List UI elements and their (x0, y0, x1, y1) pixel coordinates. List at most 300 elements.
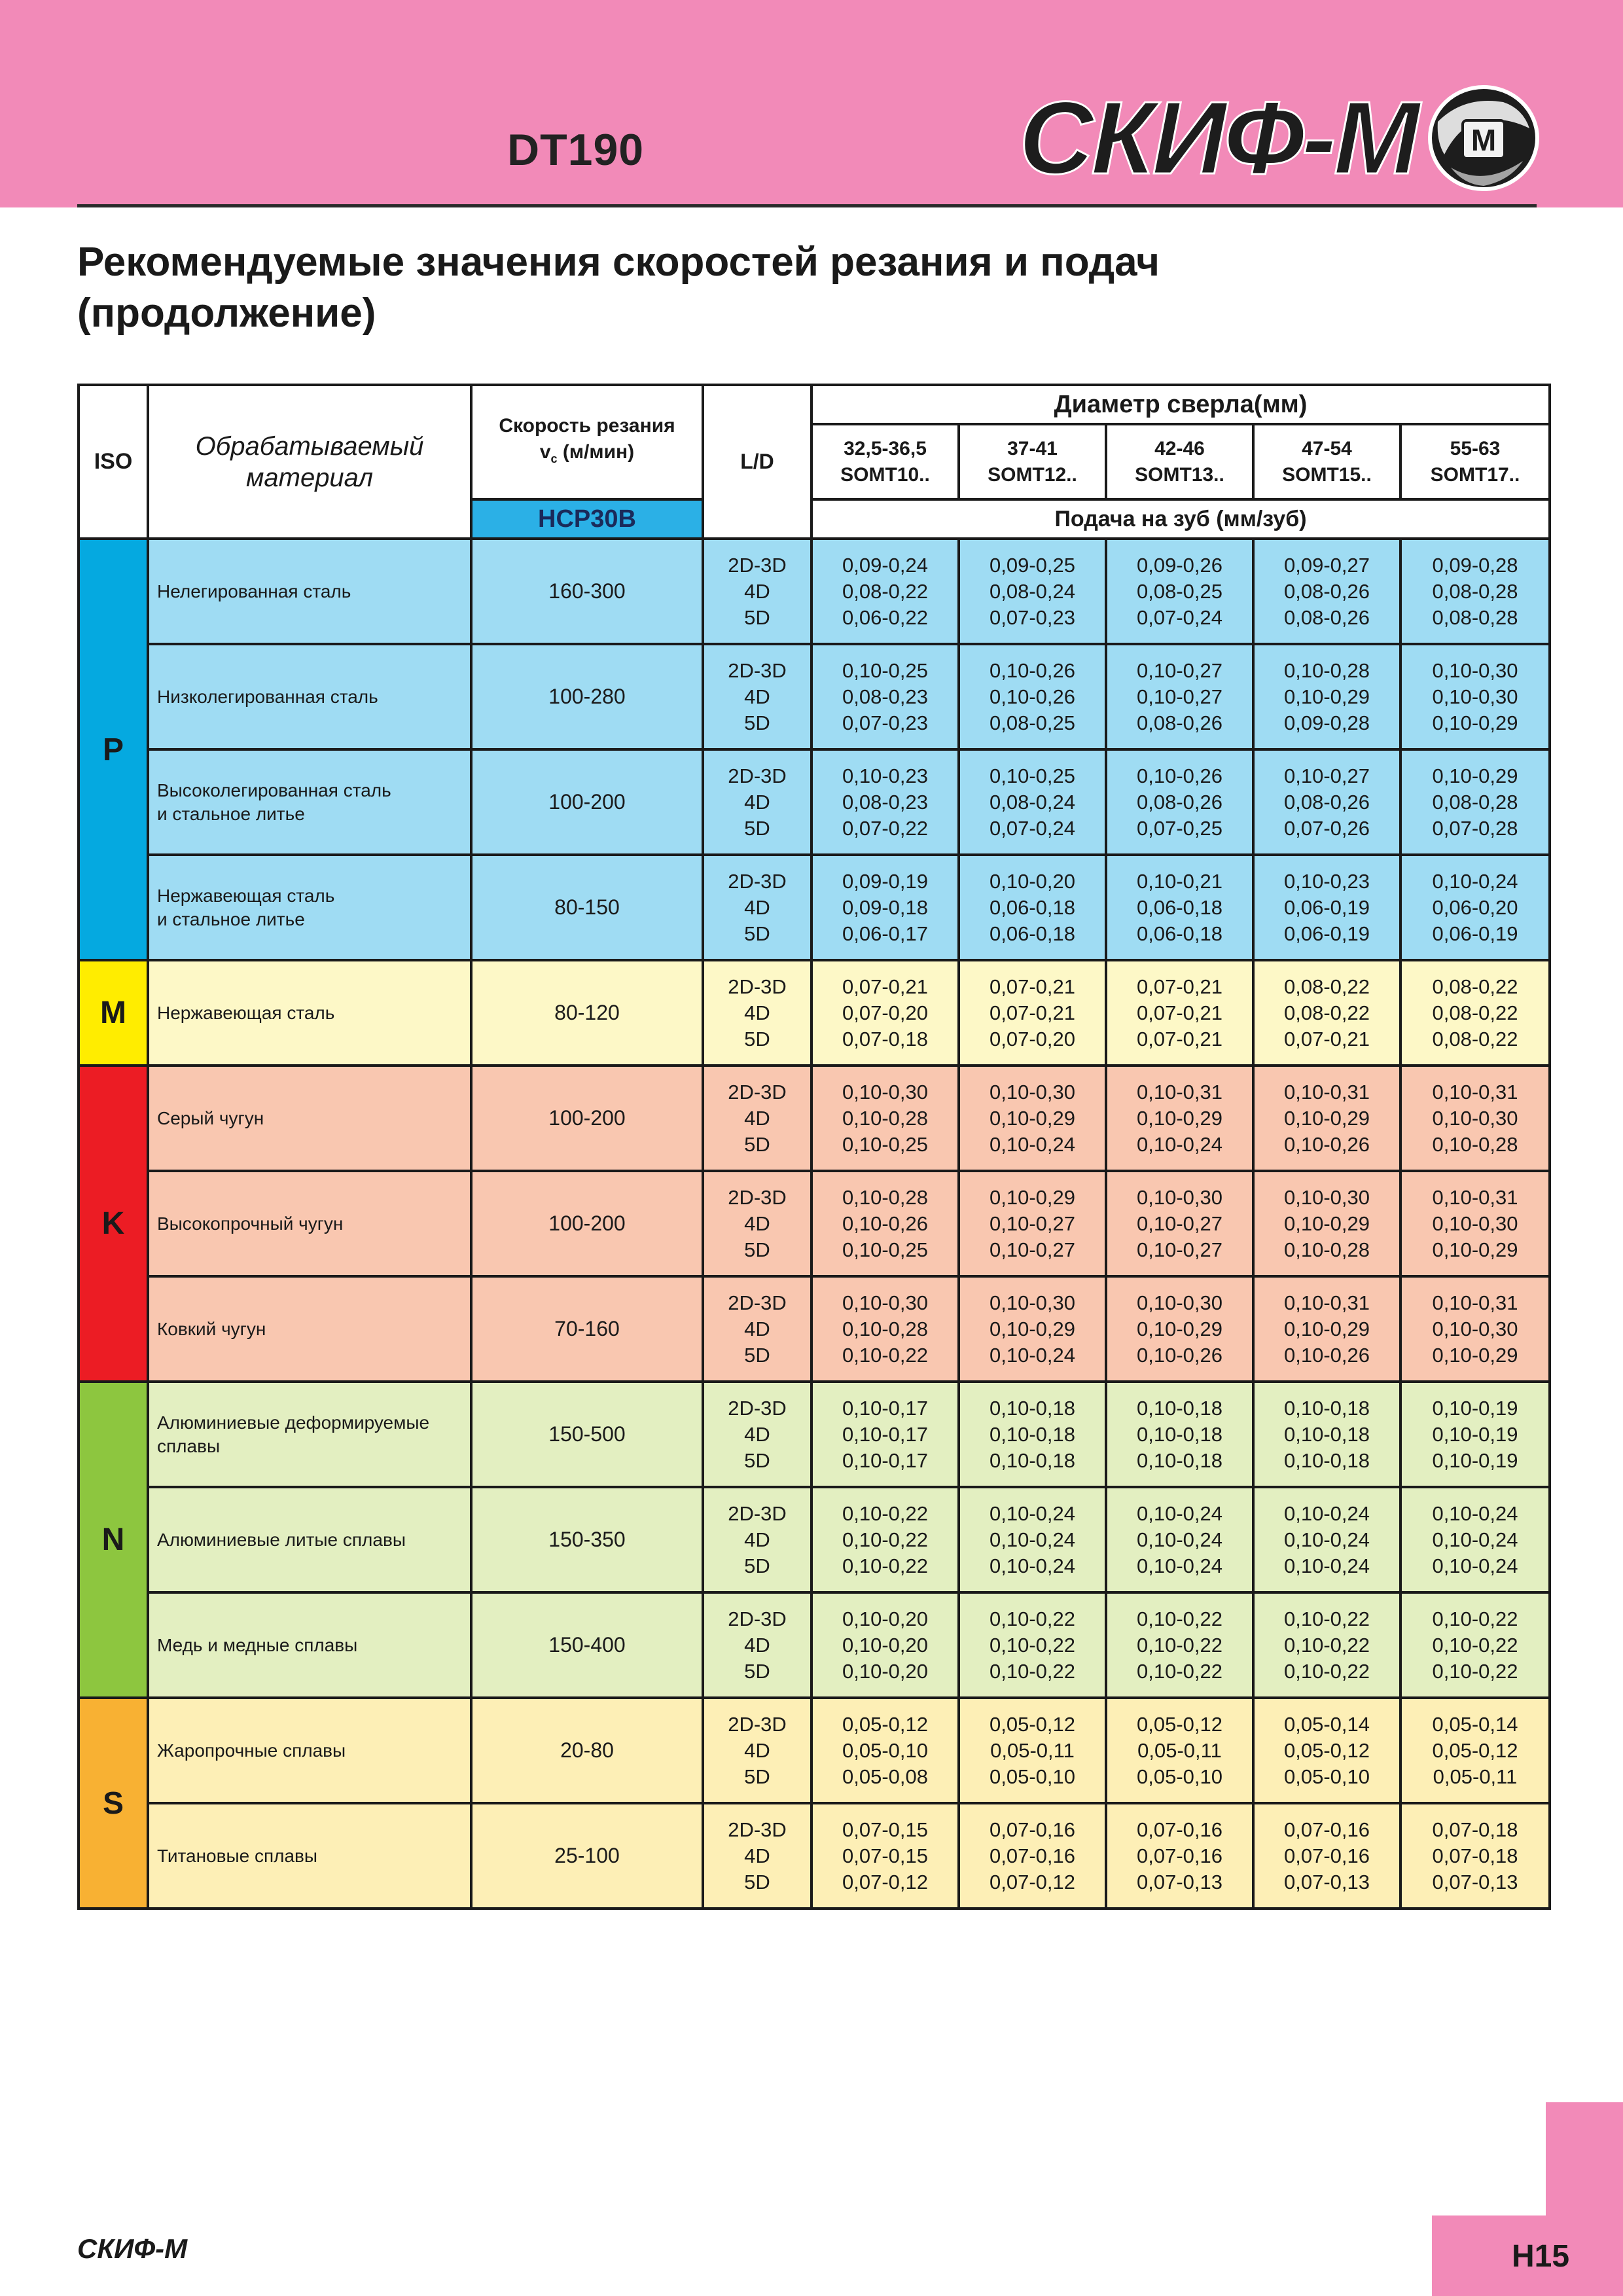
feed-value: 0,06-0,22 (842, 605, 928, 629)
feed-value: 0,10-0,22 (990, 1633, 1075, 1657)
feed-cell (812, 855, 959, 960)
ld-cell (703, 1698, 812, 1803)
feed-value: 0,07-0,20 (842, 1001, 928, 1024)
table-row (79, 855, 1550, 960)
ld-value: 2D-3D (728, 658, 787, 682)
feed-value: 0,08-0,22 (842, 579, 928, 603)
feed-value: 0,07-0,13 (1137, 1870, 1222, 1893)
material-label: Медь и медные сплавы (157, 1634, 358, 1655)
feed-cell (959, 1276, 1106, 1382)
feed-cell (1400, 1487, 1550, 1592)
feed-value: 0,05-0,14 (1284, 1712, 1370, 1736)
feed-value: 0,07-0,12 (842, 1870, 928, 1893)
feed-value: 0,10-0,25 (842, 1132, 928, 1156)
feed-value: 0,10-0,28 (1284, 658, 1370, 682)
feed-value: 0,10-0,18 (1284, 1396, 1370, 1420)
iso-group-n: N (79, 1382, 148, 1698)
feed-cell (1106, 1803, 1253, 1909)
feed-value: 0,06-0,19 (1284, 922, 1370, 945)
feed-value: 0,08-0,22 (1284, 1001, 1370, 1024)
ld-cell (703, 644, 812, 749)
material-cell (148, 1276, 471, 1382)
feed-cell (959, 1803, 1106, 1909)
feed-value: 0,10-0,31 (1432, 1291, 1518, 1314)
feed-value: 0,08-0,28 (1432, 790, 1518, 814)
feed-value: 0,10-0,24 (1432, 1528, 1518, 1551)
speed-cell: 100-200 (471, 1171, 703, 1276)
ld-value: 2D-3D (728, 975, 787, 998)
insert-code: SOMT15.. (1282, 463, 1372, 486)
cutting-data-table (77, 384, 1551, 1910)
speed-cell: 150-400 (471, 1592, 703, 1698)
feed-value: 0,10-0,25 (842, 658, 928, 682)
feed-value: 0,10-0,29 (990, 1317, 1075, 1340)
feed-value: 0,07-0,13 (1284, 1870, 1370, 1893)
feed-value: 0,07-0,15 (842, 1818, 928, 1841)
material-label: и стальное литье (157, 908, 305, 929)
ld-value: 5D (744, 605, 770, 629)
ld-cell (703, 1382, 812, 1487)
material-cell (148, 749, 471, 855)
ld-value: 4D (744, 1317, 770, 1340)
feed-cell (959, 1592, 1106, 1698)
speed-cell: 100-200 (471, 1066, 703, 1171)
feed-value: 0,10-0,30 (1432, 1211, 1518, 1235)
feed-value: 0,10-0,24 (1137, 1554, 1222, 1577)
ld-value: 2D-3D (728, 1080, 787, 1103)
feed-cell (812, 1803, 959, 1909)
feed-value: 0,06-0,20 (1432, 895, 1518, 919)
feed-value: 0,10-0,29 (1137, 1317, 1222, 1340)
feed-value: 0,05-0,10 (990, 1765, 1075, 1788)
feed-cell (1253, 1276, 1400, 1382)
feed-value: 0,07-0,21 (990, 1001, 1075, 1024)
feed-value: 0,10-0,22 (1137, 1633, 1222, 1657)
insert-code: SOMT17.. (1430, 463, 1520, 486)
feed-value: 0,05-0,10 (1284, 1765, 1370, 1788)
page-number: H15 (1512, 2239, 1570, 2274)
logo-badge-icon (1425, 82, 1543, 194)
table-row (79, 1487, 1550, 1592)
feed-cell (1106, 644, 1253, 749)
ld-value: 2D-3D (728, 1291, 787, 1314)
feed-cell (812, 960, 959, 1066)
feed-cell (1106, 1487, 1253, 1592)
feed-cell (1253, 960, 1400, 1066)
material-label: Жаропрочные сплавы (157, 1740, 346, 1761)
feed-value: 0,08-0,26 (1284, 579, 1370, 603)
ld-cell (703, 749, 812, 855)
feed-value: 0,09-0,19 (842, 869, 928, 893)
feed-value: 0,07-0,16 (1284, 1844, 1370, 1867)
speed-cell: 100-200 (471, 749, 703, 855)
feed-cell (959, 1487, 1106, 1592)
feed-value: 0,08-0,24 (990, 790, 1075, 814)
feed-value: 0,10-0,27 (1137, 1211, 1222, 1235)
material-label: Низколегированная сталь (157, 686, 378, 707)
feed-value: 0,10-0,19 (1432, 1396, 1518, 1420)
feed-value: 0,07-0,18 (842, 1027, 928, 1050)
ld-cell (703, 539, 812, 644)
ld-value: 4D (744, 1738, 770, 1762)
iso-group-m: M (79, 960, 148, 1066)
feed-value: 0,10-0,22 (1284, 1633, 1370, 1657)
feed-cell (959, 1066, 1106, 1171)
feed-value: 0,07-0,16 (1137, 1844, 1222, 1867)
feed-value: 0,05-0,12 (842, 1712, 928, 1736)
feed-value: 0,07-0,28 (1432, 816, 1518, 840)
ld-value: 2D-3D (728, 1501, 787, 1525)
feed-value: 0,05-0,08 (842, 1765, 928, 1788)
material-label: Нержавеющая сталь (157, 1002, 335, 1023)
feed-cell (812, 1382, 959, 1487)
ld-value: 5D (744, 1238, 770, 1261)
feed-value: 0,10-0,31 (1137, 1080, 1222, 1103)
feed-value: 0,10-0,22 (842, 1554, 928, 1577)
material-label: и стальное литье (157, 803, 305, 824)
material-label: Нержавеющая сталь (157, 885, 335, 906)
feed-value: 0,07-0,21 (1284, 1027, 1370, 1050)
diameter-col-header (1253, 424, 1400, 499)
iso-group-p: P (79, 539, 148, 960)
model-name: DT190 (507, 125, 645, 175)
feed-value: 0,10-0,28 (842, 1185, 928, 1209)
feed-value: 0,10-0,18 (1284, 1422, 1370, 1446)
material-label: Титановые сплавы (157, 1845, 318, 1866)
feed-cell (1253, 1487, 1400, 1592)
ld-value: 2D-3D (728, 1818, 787, 1841)
feed-value: 0,07-0,15 (842, 1844, 928, 1867)
material-cell (148, 539, 471, 644)
feed-value: 0,10-0,27 (1137, 658, 1222, 682)
ld-value: 2D-3D (728, 1607, 787, 1630)
feed-cell (1106, 960, 1253, 1066)
col-iso-header: ISO (79, 385, 148, 539)
diameter-col-header (959, 424, 1106, 499)
table-row (79, 1803, 1550, 1909)
table-row (79, 644, 1550, 749)
ld-cell (703, 855, 812, 960)
title-line-1: Рекомендуемые значения скоростей резания и подач (77, 240, 1160, 285)
feed-value: 0,10-0,29 (1432, 764, 1518, 787)
insert-code: SOMT12.. (988, 463, 1077, 486)
feed-value: 0,10-0,26 (842, 1211, 928, 1235)
feed-value: 0,09-0,28 (1432, 553, 1518, 577)
feed-value: 0,10-0,17 (842, 1422, 928, 1446)
speed-cell: 20-80 (471, 1698, 703, 1803)
feed-value: 0,10-0,29 (990, 1185, 1075, 1209)
feed-cell (1400, 1276, 1550, 1382)
feed-value: 0,10-0,24 (990, 1343, 1075, 1367)
iso-group-k: K (79, 1066, 148, 1382)
feed-cell (812, 1698, 959, 1803)
feed-value: 0,10-0,26 (990, 685, 1075, 708)
feed-value: 0,10-0,19 (1432, 1448, 1518, 1472)
feed-value: 0,10-0,22 (1137, 1659, 1222, 1683)
feed-value: 0,07-0,23 (842, 711, 928, 734)
feed-value: 0,08-0,26 (1284, 605, 1370, 629)
feed-cell (1400, 1592, 1550, 1698)
feed-value: 0,07-0,12 (990, 1870, 1075, 1893)
feed-value: 0,10-0,26 (1137, 1343, 1222, 1367)
ld-value: 2D-3D (728, 1396, 787, 1420)
feed-cell (1106, 1276, 1253, 1382)
feed-value: 0,10-0,30 (1432, 1106, 1518, 1130)
feed-cell (812, 1487, 959, 1592)
svg-text:M: M (1471, 123, 1497, 157)
feed-value: 0,10-0,18 (990, 1448, 1075, 1472)
diameter-range: 32,5-36,5 (844, 437, 927, 459)
feed-value: 0,07-0,16 (990, 1844, 1075, 1867)
feed-value: 0,05-0,12 (1137, 1712, 1222, 1736)
feed-value: 0,10-0,30 (1432, 1317, 1518, 1340)
ld-value: 4D (744, 1844, 770, 1867)
feed-value: 0,05-0,14 (1432, 1712, 1518, 1736)
feed-value: 0,10-0,20 (842, 1607, 928, 1630)
footer-brand: СКИФ-М (77, 2233, 188, 2264)
feed-cell (1253, 1066, 1400, 1171)
feed-value: 0,10-0,21 (1137, 869, 1222, 893)
page-title (77, 237, 1160, 339)
feed-value: 0,08-0,22 (1284, 975, 1370, 998)
speed-cell: 150-500 (471, 1382, 703, 1487)
feed-value: 0,07-0,20 (990, 1027, 1075, 1050)
feed-value: 0,10-0,30 (990, 1291, 1075, 1314)
material-label: сплавы (157, 1435, 221, 1456)
feed-value: 0,10-0,18 (1137, 1422, 1222, 1446)
feed-value: 0,07-0,21 (990, 975, 1075, 998)
feed-value: 0,07-0,24 (1137, 605, 1222, 629)
feed-cell (959, 960, 1106, 1066)
material-cell (148, 1487, 471, 1592)
feed-cell (959, 749, 1106, 855)
feed-value: 0,07-0,25 (1137, 816, 1222, 840)
feed-value: 0,06-0,18 (990, 895, 1075, 919)
material-label: Нелегированная сталь (157, 581, 351, 601)
feed-value: 0,07-0,13 (1432, 1870, 1518, 1893)
feed-value: 0,10-0,24 (1432, 869, 1518, 893)
ld-value: 5D (744, 711, 770, 734)
diameter-col-header (812, 424, 959, 499)
feed-cell (1106, 539, 1253, 644)
feed-value: 0,10-0,24 (1137, 1501, 1222, 1525)
feed-value: 0,10-0,27 (1137, 1238, 1222, 1261)
material-label: Высокопрочный чугун (157, 1213, 344, 1234)
speed-cell: 80-150 (471, 855, 703, 960)
col-material-header: Обрабатываемый материал (148, 385, 471, 539)
feed-value: 0,10-0,24 (990, 1132, 1075, 1156)
feed-header: Подача на зуб (мм/зуб) (812, 499, 1550, 539)
feed-value: 0,05-0,10 (842, 1738, 928, 1762)
brand-logo (1011, 77, 1548, 208)
feed-value: 0,10-0,29 (990, 1106, 1075, 1130)
feed-value: 0,08-0,26 (1284, 790, 1370, 814)
ld-cell (703, 1803, 812, 1909)
ld-value: 4D (744, 1528, 770, 1551)
ld-value: 5D (744, 1448, 770, 1472)
ld-value: 5D (744, 1765, 770, 1788)
feed-value: 0,10-0,29 (1284, 1106, 1370, 1130)
diameter-range: 55-63 (1450, 437, 1501, 459)
feed-cell (959, 539, 1106, 644)
feed-value: 0,10-0,29 (1432, 1343, 1518, 1367)
feed-value: 0,10-0,29 (1432, 1238, 1518, 1261)
feed-value: 0,06-0,18 (990, 922, 1075, 945)
insert-code: SOMT13.. (1135, 463, 1224, 486)
feed-cell (1400, 1803, 1550, 1909)
feed-value: 0,08-0,22 (1432, 1001, 1518, 1024)
feed-cell (812, 1066, 959, 1171)
feed-value: 0,10-0,27 (1137, 685, 1222, 708)
feed-cell (1400, 644, 1550, 749)
material-cell (148, 1698, 471, 1803)
feed-value: 0,10-0,31 (1284, 1291, 1370, 1314)
feed-value: 0,10-0,29 (1137, 1106, 1222, 1130)
feed-value: 0,08-0,23 (842, 685, 928, 708)
ld-value: 5D (744, 1027, 770, 1050)
feed-cell (812, 1276, 959, 1382)
feed-value: 0,10-0,18 (1137, 1396, 1222, 1420)
feed-value: 0,08-0,25 (1137, 579, 1222, 603)
feed-value: 0,08-0,25 (990, 711, 1075, 734)
feed-cell (959, 1382, 1106, 1487)
material-cell (148, 1171, 471, 1276)
feed-value: 0,10-0,19 (1432, 1422, 1518, 1446)
feed-cell (1400, 960, 1550, 1066)
feed-value: 0,07-0,21 (842, 975, 928, 998)
ld-cell (703, 1171, 812, 1276)
speed-cell: 25-100 (471, 1803, 703, 1909)
feed-value: 0,06-0,18 (1137, 895, 1222, 919)
feed-value: 0,10-0,22 (1284, 1659, 1370, 1683)
ld-value: 4D (744, 1001, 770, 1024)
feed-value: 0,05-0,10 (1137, 1765, 1222, 1788)
feed-value: 0,06-0,19 (1284, 895, 1370, 919)
feed-value: 0,10-0,31 (1432, 1185, 1518, 1209)
feed-cell (1253, 1803, 1400, 1909)
feed-value: 0,10-0,25 (842, 1238, 928, 1261)
feed-value: 0,07-0,21 (1137, 1001, 1222, 1024)
feed-value: 0,07-0,16 (990, 1818, 1075, 1841)
ld-value: 5D (744, 1132, 770, 1156)
ld-value: 2D-3D (728, 764, 787, 787)
feed-value: 0,07-0,16 (1284, 1818, 1370, 1841)
feed-value: 0,10-0,26 (1284, 1132, 1370, 1156)
speed-cell: 80-120 (471, 960, 703, 1066)
ld-value: 2D-3D (728, 869, 787, 893)
material-label: Алюминиевые литые сплавы (157, 1529, 406, 1550)
feed-value: 0,08-0,26 (1137, 790, 1222, 814)
ld-value: 5D (744, 1870, 770, 1893)
feed-cell (1400, 1698, 1550, 1803)
feed-value: 0,05-0,12 (990, 1712, 1075, 1736)
ld-value: 5D (744, 922, 770, 945)
material-cell (148, 1382, 471, 1487)
feed-value: 0,10-0,24 (990, 1554, 1075, 1577)
ld-cell (703, 1066, 812, 1171)
ld-value: 4D (744, 1633, 770, 1657)
feed-cell (1253, 855, 1400, 960)
insert-code: SOMT10.. (840, 463, 930, 486)
feed-value: 0,07-0,21 (1137, 975, 1222, 998)
feed-value: 0,08-0,28 (1432, 579, 1518, 603)
feed-cell (1400, 1171, 1550, 1276)
feed-cell (812, 539, 959, 644)
ld-value: 5D (744, 816, 770, 840)
feed-value: 0,09-0,28 (1284, 711, 1370, 734)
feed-value: 0,07-0,16 (1137, 1818, 1222, 1841)
feed-value: 0,07-0,23 (990, 605, 1075, 629)
feed-value: 0,10-0,18 (1284, 1448, 1370, 1472)
feed-cell (812, 749, 959, 855)
feed-value: 0,08-0,22 (1432, 975, 1518, 998)
ld-value: 5D (744, 1659, 770, 1683)
feed-value: 0,10-0,18 (990, 1396, 1075, 1420)
feed-value: 0,10-0,28 (842, 1317, 928, 1340)
feed-value: 0,09-0,18 (842, 895, 928, 919)
diameter-range: 47-54 (1302, 437, 1352, 459)
feed-value: 0,10-0,24 (1284, 1554, 1370, 1577)
feed-cell (1253, 539, 1400, 644)
feed-value: 0,09-0,27 (1284, 553, 1370, 577)
diameter-col-header (1400, 424, 1550, 499)
feed-cell (1400, 1382, 1550, 1487)
ld-cell (703, 1592, 812, 1698)
feed-value: 0,10-0,29 (1284, 685, 1370, 708)
feed-value: 0,10-0,24 (1137, 1528, 1222, 1551)
col-speed-header: Скорость резания $v_c$ (м/мин) (471, 385, 703, 499)
feed-value: 0,10-0,22 (842, 1501, 928, 1525)
diameter-range: 37-41 (1007, 437, 1058, 459)
feed-value: 0,05-0,11 (990, 1738, 1075, 1762)
material-cell (148, 1592, 471, 1698)
logo-text: СКИФ-М (1019, 81, 1418, 196)
feed-value: 0,05-0,11 (1137, 1738, 1222, 1762)
speed-cell: 150-350 (471, 1487, 703, 1592)
feed-value: 0,10-0,22 (842, 1528, 928, 1551)
ld-value: 4D (744, 1211, 770, 1235)
feed-value: 0,10-0,20 (842, 1633, 928, 1657)
feed-value: 0,10-0,22 (1432, 1659, 1518, 1683)
feed-value: 0,10-0,31 (1284, 1080, 1370, 1103)
feed-value: 0,07-0,18 (1432, 1818, 1518, 1841)
ld-cell (703, 1276, 812, 1382)
feed-value: 0,08-0,28 (1432, 605, 1518, 629)
feed-value: 0,10-0,24 (1432, 1554, 1518, 1577)
feed-value: 0,10-0,22 (1137, 1607, 1222, 1630)
feed-value: 0,10-0,24 (990, 1501, 1075, 1525)
feed-value: 0,10-0,30 (1137, 1185, 1222, 1209)
iso-group-s: S (79, 1698, 148, 1909)
feed-value: 0,10-0,26 (990, 658, 1075, 682)
feed-cell (1106, 749, 1253, 855)
feed-value: 0,10-0,22 (990, 1607, 1075, 1630)
col-ld-header: L/D (703, 385, 812, 539)
ld-value: 4D (744, 895, 770, 919)
feed-value: 0,07-0,22 (842, 816, 928, 840)
feed-value: 0,08-0,26 (1137, 711, 1222, 734)
feed-value: 0,10-0,30 (842, 1080, 928, 1103)
feed-value: 0,08-0,23 (842, 790, 928, 814)
table-row (79, 539, 1550, 644)
feed-value: 0,09-0,24 (842, 553, 928, 577)
feed-value: 0,10-0,17 (842, 1448, 928, 1472)
feed-cell (1106, 1171, 1253, 1276)
title-line-2: (продолжение) (77, 291, 376, 336)
material-cell (148, 960, 471, 1066)
feed-value: 0,10-0,27 (990, 1238, 1075, 1261)
speed-cell: 100-280 (471, 644, 703, 749)
